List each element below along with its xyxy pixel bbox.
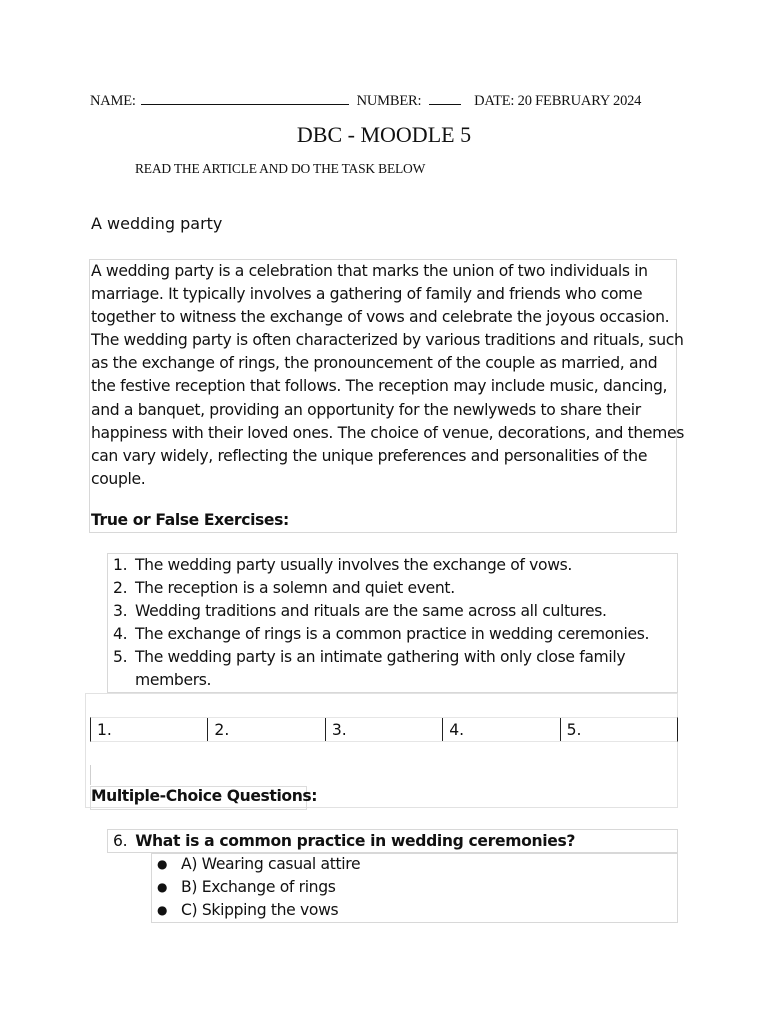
list-item bbox=[107, 646, 667, 692]
bullet-icon: ● bbox=[157, 903, 168, 918]
date-label: DATE: 20 FEBRUARY 2024 bbox=[474, 93, 642, 109]
answer-table-row bbox=[90, 717, 678, 742]
name-label: NAME: bbox=[90, 93, 136, 109]
answer-cell-4[interactable]: 4. bbox=[443, 718, 560, 741]
option-text: C) Skipping the vows bbox=[181, 901, 339, 920]
list-item bbox=[107, 554, 667, 577]
bullet-icon: ● bbox=[157, 880, 168, 895]
list-item bbox=[107, 577, 667, 600]
answer-cell-5[interactable]: 5. bbox=[566, 721, 582, 739]
question-text: What is a common practice in wedding ceremonies? bbox=[135, 832, 576, 850]
item-number: 3. bbox=[113, 602, 128, 621]
option-c[interactable] bbox=[151, 899, 360, 922]
item-number: 4. bbox=[113, 625, 128, 644]
option-text: B) Exchange of rings bbox=[181, 878, 336, 897]
instruction-text: READ THE ARTICLE AND DO THE TASK BELOW bbox=[135, 161, 426, 176]
answer-cell-2[interactable]: 2. bbox=[208, 718, 325, 741]
bullet-icon: ● bbox=[157, 857, 168, 871]
option-b[interactable] bbox=[151, 876, 360, 899]
answer-cell-1[interactable]: 1. bbox=[91, 718, 208, 741]
student-info-line bbox=[90, 92, 690, 110]
list-item bbox=[107, 600, 667, 623]
answer-cell-3[interactable]: 3. bbox=[326, 718, 443, 741]
name-blank[interactable] bbox=[141, 92, 349, 105]
item-number: 2. bbox=[113, 579, 128, 598]
option-a[interactable] bbox=[151, 853, 360, 876]
number-blank[interactable] bbox=[429, 92, 461, 105]
question-number: 6. bbox=[113, 832, 128, 850]
options-list bbox=[151, 853, 360, 922]
divider bbox=[90, 765, 91, 785]
item-text: The wedding party usually involves the exchange of vows. bbox=[135, 556, 573, 574]
item-text: The reception is a solemn and quiet event. bbox=[135, 579, 455, 598]
item-text: The wedding party is an intimate gathering with only close family members. bbox=[135, 648, 626, 690]
item-number: 1. bbox=[113, 556, 128, 574]
true-false-heading: True or False Exercises: bbox=[91, 511, 289, 529]
item-number: 5. bbox=[113, 648, 128, 667]
item-text: The exchange of rings is a common practice in wedding ceremonies. bbox=[135, 625, 650, 644]
article-body: A wedding party is a celebration that marks the union of two individuals in marriage. It typically involves a gathering of family and friends who come together to witness the exchange of vows and celebrate the joyous occasion. The wedding party is often characterized by various traditions and rituals, such as the exchange of rings, the pronouncement of the couple as married, and the festive reception that follows. The reception may include music, dancing, and a banquet, providing an opportunity for the newlyweds to share their happiness with their loved ones. The choice of venue, decorations, and themes can vary widely, reflecting the unique preferences and personalities of the couple. bbox=[91, 262, 685, 488]
article-title: A wedding party bbox=[91, 214, 223, 233]
page-title: DBC - MOODLE 5 bbox=[296, 122, 472, 147]
question-6 bbox=[113, 829, 575, 853]
item-text: Wedding traditions and rituals are the same across all cultures. bbox=[135, 602, 607, 621]
option-text: A) Wearing casual attire bbox=[181, 855, 361, 873]
number-label: NUMBER: bbox=[356, 93, 422, 109]
multiple-choice-heading: Multiple-Choice Questions: bbox=[91, 787, 318, 805]
true-false-list bbox=[107, 554, 667, 693]
list-item bbox=[107, 623, 667, 646]
